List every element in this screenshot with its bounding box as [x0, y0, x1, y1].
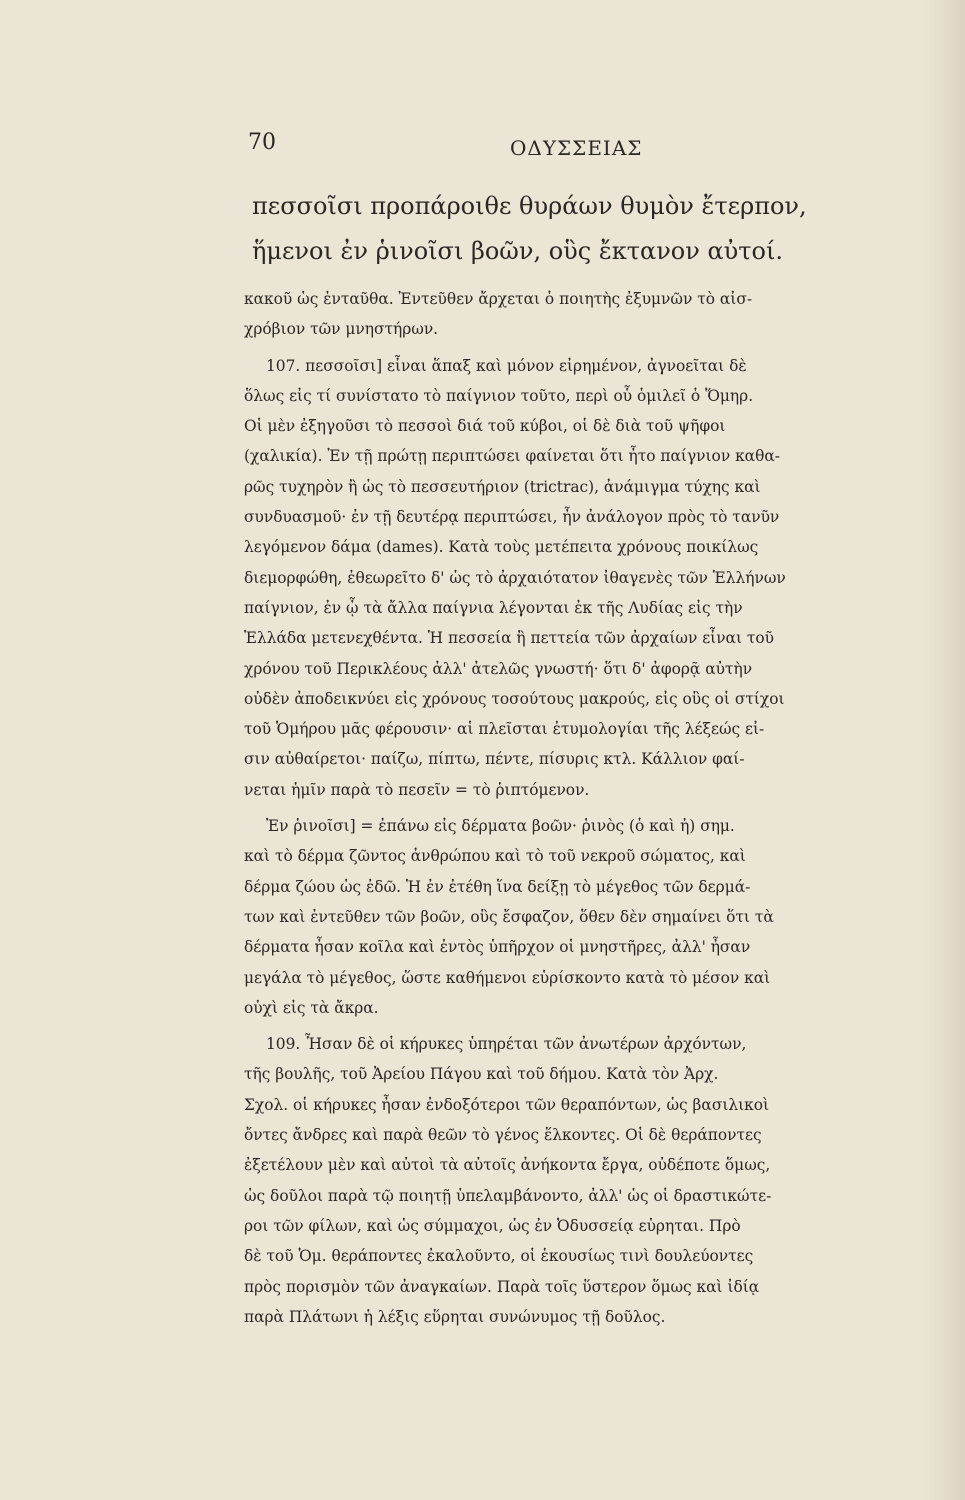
text-line: ὄντες ἄνδρες καὶ παρὰ θεῶν τὸ γένος ἕλκοντες. Οἱ δὲ θεράποντες — [244, 1126, 762, 1145]
text-line: 107. πεσσοῖσι] εἶναι ἅπαξ καὶ μόνον εἰρημένον, ἀγνοεῖται δὲ — [266, 356, 747, 375]
text-line: μεγάλα τὸ μέγεθος, ὥστε καθήμενοι εὑρίσκοντο κατὰ τὸ μέσον καὶ — [244, 968, 771, 987]
text-line: οὐδὲν ἀποδεικνύει εἰς χρόνους τοσούτους μακρούς, εἰς οὓς οἱ στίχοι — [244, 689, 785, 708]
text-line: ἐξετέλουν μὲν καὶ αὐτοὶ τὰ αὐτοῖς ἀνήκοντα ἔργα, οὐδέποτε ὅμως, — [244, 1156, 771, 1175]
commentary — [244, 284, 904, 1332]
text-line: δέρμα ζώου ὡς ἐδῶ. Ἡ ἐν ἐτέθη ἵνα δείξῃ τὸ μέγεθος τῶν δερμά- — [244, 877, 751, 896]
text-line: Οἱ μὲν ἐξηγοῦσι τὸ πεσσοὶ διά τοῦ κύβοι, οἱ δὲ διὰ τοῦ ψῆφοι — [244, 417, 726, 436]
text-line: παίγνιον, ἐν ᾧ τὰ ἄλλα παίγνια λέγονται ἐκ τῆς Λυδίας εἰς τὴν — [244, 598, 743, 617]
text-line: οὐχὶ εἰς τὰ ἄκρα. — [244, 998, 379, 1017]
verse-line: ἥμενοι ἐν ῥινοῖσι βοῶν, οὓς ἔκτανον αὐτοί. — [252, 237, 784, 265]
page-header — [248, 130, 888, 170]
running-title: ΟΔΥΣΣΕΙΑΣ — [510, 136, 643, 160]
commentary-paragraph-rinoisi — [244, 811, 904, 1023]
text-line: χρόβιον τῶν μνηστήρων. — [244, 320, 439, 339]
text-line: καὶ τὸ δέρμα ζῶντος ἀνθρώπου καὶ τὸ τοῦ νεκροῦ σώματος, καὶ — [244, 847, 746, 866]
text-line: διεμορφώθη, ἐθεωρεῖτο δ' ὡς τὸ ἀρχαιότατον ἰθαγενὲς τῶν Ἑλλήνων — [244, 568, 786, 587]
text-line: δέρματα ἦσαν κοῖλα καὶ ἐντὸς ὑπῆρχον οἱ μνηστῆρες, ἀλλ' ἦσαν — [244, 938, 751, 957]
text-line: κακοῦ ὡς ἐνταῦθα. Ἐντεῦθεν ἄρχεται ὁ ποιητὴς ἐξυμνῶν τὸ αἰσ- — [244, 290, 753, 308]
commentary-paragraph — [244, 284, 904, 345]
text-line: τοῦ Ὁμήρου μᾶς φέρουσιν· αἱ πλεῖσται ἐτυμολογίαι τῆς λέξεώς εἰ- — [244, 720, 765, 739]
text-line: λεγόμενον δάμα (dames). Κατὰ τοὺς μετέπειτα χρόνους ποικίλως — [244, 538, 759, 557]
text-line: νεται ἡμῖν παρὰ τὸ πεσεῖν = τὸ ῥιπτόμενον. — [244, 780, 590, 799]
text-line: ὡς δοῦλοι παρὰ τῷ ποιητῇ ὑπελαμβάνοντο, ἀλλ' ὡς οἱ δραστικώτε- — [244, 1186, 772, 1205]
text-line: πρὸς πορισμὸν τῶν ἀναγκαίων. Παρὰ τοῖς ὕστερον ὅμως καὶ ἰδίᾳ — [244, 1277, 760, 1296]
text-line: ροι τῶν φίλων, καὶ ὡς σύμμαχοι, ὡς ἐν Ὀδυσσείᾳ εὑρηται. Πρὸ — [244, 1216, 741, 1235]
text-line: συνδυασμοῦ· ἐν τῇ δευτέρᾳ περιπτώσει, ἦν ἀνάλογον πρὸς τὸ τανῦν — [244, 508, 780, 527]
text-line: (χαλικία). Ἐν τῇ πρώτῃ περιπτώσει φαίνεται ὅτι ἦτο παίγνιον καθα- — [244, 447, 780, 466]
text-line: τῆς βουλῆς, τοῦ Ἀρείου Πάγου καὶ τοῦ δήμου. Κατὰ τὸν Ἀρχ. — [244, 1065, 719, 1084]
text-line: παρὰ Πλάτωνι ἡ λέξις εὕρηται συνώνυμος τῇ δοῦλος. — [244, 1307, 666, 1326]
page-number: 70 — [248, 130, 276, 155]
commentary-paragraph-109 — [244, 1029, 904, 1332]
text-line: Ἑλλάδα μετενεχθέντα. Ἡ πεσσεία ἢ πεττεία τῶν ἀρχαίων εἶναι τοῦ — [244, 629, 775, 648]
page-edge-shadow — [925, 0, 965, 1500]
verse-line: πεσσοῖσι προπάροιθε θυράων θυμὸν ἔτερπον, — [252, 192, 807, 220]
commentary-paragraph-107 — [244, 351, 904, 805]
text-line: ὅλως εἰς τί συνίστατο τὸ παίγνιον τοῦτο, περὶ οὗ ὁμιλεῖ ὁ Ὅμηρ. — [244, 386, 754, 405]
text-line: των καὶ ἐντεῦθεν τῶν βοῶν, οὓς ἔσφαζον, ὅθεν δὲν σημαίνει ὅτι τὰ — [244, 907, 774, 926]
text-line: 109. Ἦσαν δὲ οἱ κήρυκες ὑπηρέται τῶν ἀνωτέρων ἀρχόντων, — [266, 1035, 747, 1054]
text-line: χρόνου τοῦ Περικλέους ἀλλ' ἀτελῶς γνωστή· ὅτι δ' ἀφορᾷ αὐτὴν — [244, 659, 753, 678]
text-line: ρῶς τυχηρὸν ἢ ὡς τὸ πεσσευτήριον (trictrac), ἀνάμιγμα τύχης καὶ — [244, 477, 761, 496]
text-line: Ἐν ῥινοῖσι] = ἐπάνω εἰς δέρματα βοῶν· ῥινὸς (ὁ καὶ ἡ) σημ. — [266, 817, 735, 836]
text-line: σιν αὐθαίρετοι· παίζω, πίπτω, πέντε, πίσυρις κτλ. Κάλλιον φαί- — [244, 750, 745, 769]
text-line: δὲ τοῦ Ὁμ. θεράποντες ἐκαλοῦντο, οἱ ἑκουσίως τινὶ δουλεύοντες — [244, 1247, 754, 1266]
verse-text — [252, 184, 902, 274]
text-line: Σχολ. οἱ κήρυκες ἦσαν ἐνδοξότεροι τῶν θεραπόντων, ὡς βασιλικοὶ — [244, 1095, 770, 1114]
